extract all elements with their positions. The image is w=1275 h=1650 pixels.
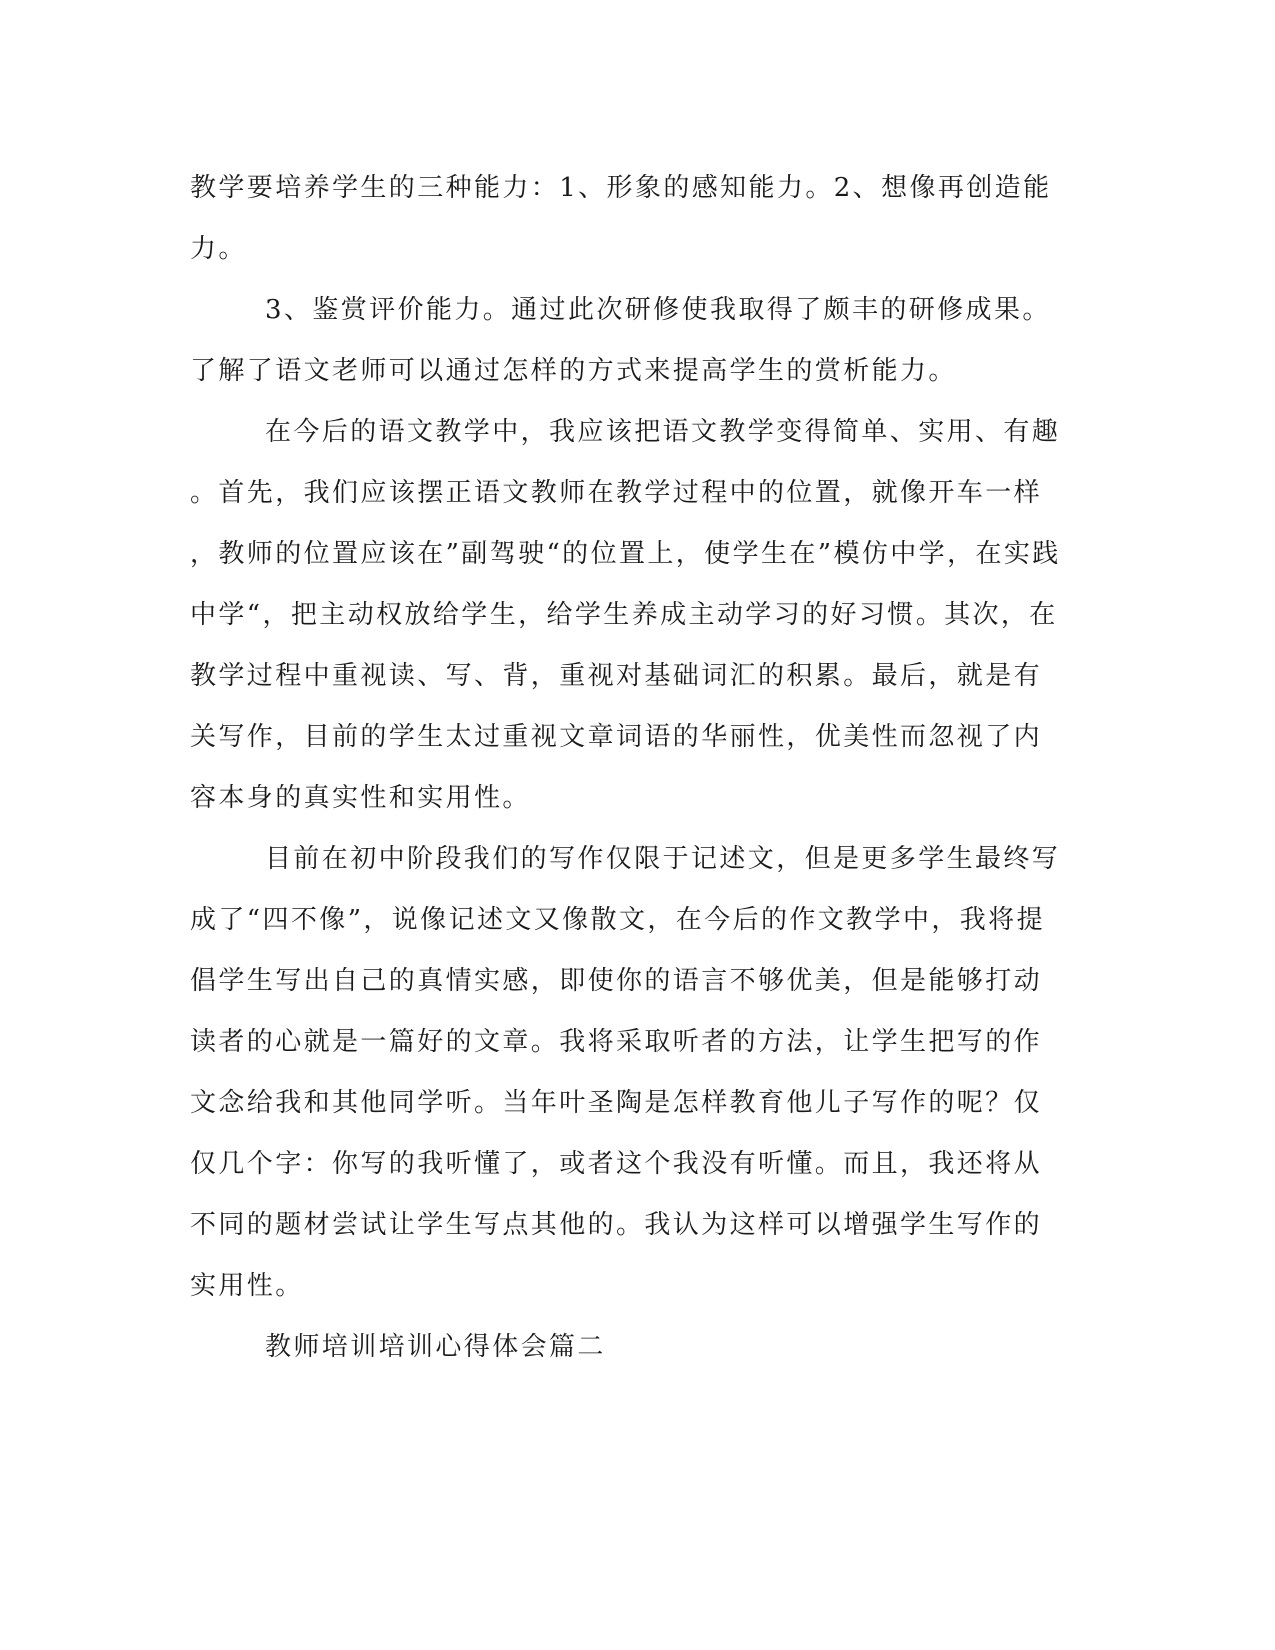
section-title: 教师培训培训心得体会篇二 <box>265 1332 606 1362</box>
document-body <box>190 158 1080 1378</box>
text-line: 3、鉴赏评价能力。通过此次研修使我取得了颇丰的研修成果。 <box>265 295 1051 325</box>
text-line: 目前在初中阶段我们的写作仅限于记述文，但是更多学生最终写 <box>265 844 1061 874</box>
text-line: 不同的题材尝试让学生写点其他的。我认为这样可以增强学生写作的 <box>190 1210 1043 1240</box>
text-line: 成了“四不像”，说像记述文又像散文，在今后的作文教学中，我将提 <box>190 905 1045 935</box>
text-line: 教学过程中重视读、写、背，重视对基础词汇的积累。最后，就是有 <box>190 661 1043 691</box>
paragraph-future-teaching <box>190 402 1080 829</box>
text-line: ，教师的位置应该在”副驾驶“的位置上，使学生在”模仿中学，在实践 <box>190 539 1061 569</box>
text-line: 。首先，我们应该摆正语文教师在教学过程中的位置，就像开车一样 <box>190 478 1043 508</box>
text-line: 教学要培养学生的三种能力：1、形象的感知能力。2、想像再创造能 <box>190 173 1052 203</box>
text-line: 力。 <box>190 234 247 264</box>
text-line: 仅几个字：你写的我听懂了，或者这个我没有听懂。而且，我还将从 <box>190 1149 1043 1179</box>
text-line: 容本身的真实性和实用性。 <box>190 783 531 813</box>
text-line: 倡学生写出自己的真情实感，即使你的语言不够优美，但是能够打动 <box>190 966 1043 996</box>
text-line: 实用性。 <box>190 1271 304 1301</box>
paragraph-abilities <box>190 158 1080 280</box>
text-line: 在今后的语文教学中，我应该把语文教学变得简单、实用、有趣 <box>265 417 1061 447</box>
text-line: 中学“，把主动权放给学生，给学生养成主动学习的好习惯。其次，在 <box>190 600 1058 630</box>
paragraph-appreciation <box>190 280 1080 402</box>
text-line: 读者的心就是一篇好的文章。我将采取听者的方法，让学生把写的作 <box>190 1027 1043 1057</box>
text-line: 文念给我和其他同学听。当年叶圣陶是怎样教育他儿子写作的呢？仅 <box>190 1088 1043 1118</box>
paragraph-writing <box>190 829 1080 1317</box>
section-heading <box>190 1317 1080 1378</box>
text-line: 关写作，目前的学生太过重视文章词语的华丽性，优美性而忽视了内 <box>190 722 1043 752</box>
text-line: 了解了语文老师可以通过怎样的方式来提高学生的赏析能力。 <box>190 356 957 386</box>
